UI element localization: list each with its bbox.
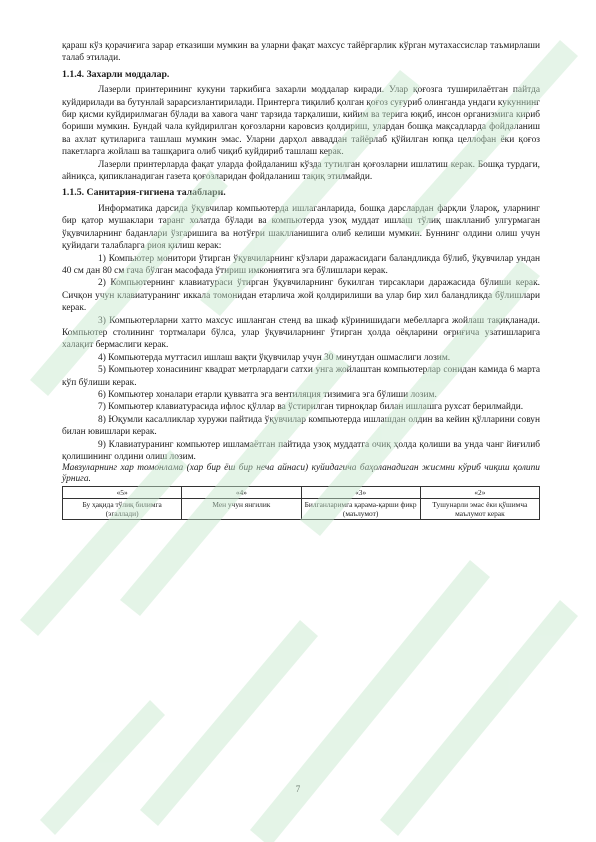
watermark-stroke xyxy=(380,600,578,836)
table-cell: «5» xyxy=(63,487,182,499)
list-item: 5) Компьютер хонасининг квадрат метрлардаги сатхи унга жойлаштан компьютерлар сонидан камида 6 марта кўп бўлиши керак. xyxy=(62,365,540,388)
table-cell: «3» xyxy=(301,487,420,499)
table-cell: «4» xyxy=(182,487,301,499)
list-item: 6) Компьютер хоналари етарли қувватга эга вентиляция тизимига эга бўлиши лозим. xyxy=(98,389,437,400)
list-item: 8) Юқумли касалликлар хуружи пайтида ўқувчилар компьютерда ишлашдан олдин ва кейин қўлларини совун билан ювишлари керак. xyxy=(62,414,540,438)
list-item: 3) Компьютерларни хатто махсус ишланган стенд ва шкаф кўринишидаги мебелларга жойлаш тақиқланади. Компьютер столининг тортмалари бўлса, улар ўқувчиларнинг ўтирган ҳолда оёқларини оғриғича узатишларига халақит бермаслиги керак. xyxy=(62,315,540,351)
table-cell: «2» xyxy=(420,487,539,499)
watermark-stroke xyxy=(250,560,490,842)
table-caption-note: Мавзуларнинг хар томонлама (хар бир ёш бир неча айнаси) куйидагича баҳоланадиган жисмни кўриб чиқиш қолипи ўрнига. xyxy=(62,463,540,485)
section-heading-sanitary-requirements: 1.1.5. Санитария-гигиена талаблари. xyxy=(62,187,226,199)
watermark-stroke xyxy=(140,620,318,826)
table-cell: Мен учун янгилик xyxy=(182,499,301,520)
table-row xyxy=(63,499,540,520)
list-item: 9) Клавиатуранинг компьютер ишламаётган пайтида узоқ муддатга очиқ ҳолда қолиши ва унда чанг йиғилиб қолишининг олдини олиш лозим. xyxy=(62,439,540,462)
paragraph: Информатика дарсида ўқувчилар компьютерда ишлаганларида, бошқа дарслардан фарқли ўлароқ, уларнинг бир қатор мушаклари таранг холатда бўлади ва компьютерда узоқ муддат ишлаш тўлиқ шаклланиб улгурмаган ўқувчиларнинг баданлари ўзгаришига ва нотўғри шаклланишига олиб келиши мумкин. Буннинг олдини олиш учун қуйидаги талабларга риоя қилиш керак: xyxy=(62,203,540,252)
paragraph-continuation: қараш кўз қорачиғига зарар етказиши мумкин ва уларни фақат махсус тайёргарлик кўрган мутахассислар таъмирлаши талаб этилади. xyxy=(62,41,540,64)
list-item: 7) Компьютер клавиатурасида ифлос қўллар ва ўстирилган тирноқлар билан ишлашга рухсат берилмайди. xyxy=(98,402,524,413)
watermark-stroke xyxy=(40,700,165,835)
document-body xyxy=(62,40,540,520)
rating-table xyxy=(62,486,540,520)
list-item: 4) Компьютерда муттасил ишлаш вақти ўқувчилар учун 30 минутдан ошмаслиги лозим. xyxy=(98,352,451,363)
section-heading-toxic-substances: 1.1.4. Захарли моддалар. xyxy=(62,68,170,80)
table-cell: Билганларимга қарама-қарши фикр (маълумот) xyxy=(301,499,420,520)
paragraph: Лазерли принтерларда фақат уларда фойдаланиш кўзда тутилган қоғозларни ишлатиш керак. Бошқа турдаги, айниқса, қипикланадиган газета қоғозларидан фойдаланиш тақиқ этилмайди. xyxy=(62,159,540,183)
list-item: 1) Компьютер монитори ўтирган ўқувчиларнинг кўзлари даражасидаги баландликда бўлиб, ўқувчилар ундан 40 см дан 80 см гача бўлган масофада ўтириш имкониятига эга бўлишлари керак. xyxy=(62,253,540,276)
table-row xyxy=(63,487,540,499)
table-cell: Бу ҳақида тўлиқ билимга (эгаллади) xyxy=(63,499,182,520)
list-item: 2) Компьютернинг клавиатураси ўтирган ўқувчиларнинг букилган тирсаклари даражасида бўлиши керак. Сичқон учун клавиатуранинг иккала томонидан етарлича жой қолдирилиши ва улар бир хил баландликда бўлишлари керак. xyxy=(62,278,540,314)
paragraph: Лазерли принтерининг кукуни таркибига захарли моддалар киради. Улар қоғозга туширилаётган пайтда куйдирилади ва бутунлай зарарсизлантирилади. Принтерга тиқилиб қолган қоғоз суғуриб олинганда ундаги кукуннинг бир қисми куйдирилмаган бўлади ва хавога чанг тарзида тарқалиши, кийим ва терига юқиб, инсон организмига кириб бориши мумкин. Бундай чала куйдирилган қоғозларни каровсиз қолдириш, улардан бошқа мақсадларда фойдаланиш ва ахлат қутиларига ташлаш мумкин эмас. Уларни дарҳол авваддан тайёрлаб қўйилган юпқа целлофан ёки қоғоз пакетларга жойлаш ва ташқарига олиб чиқиб куйдириб ташлаш керак. xyxy=(62,85,540,158)
page-number: 7 xyxy=(295,784,301,794)
table-cell: Тушунарли эмас ёки қўшимча маълумот керак xyxy=(420,499,539,520)
